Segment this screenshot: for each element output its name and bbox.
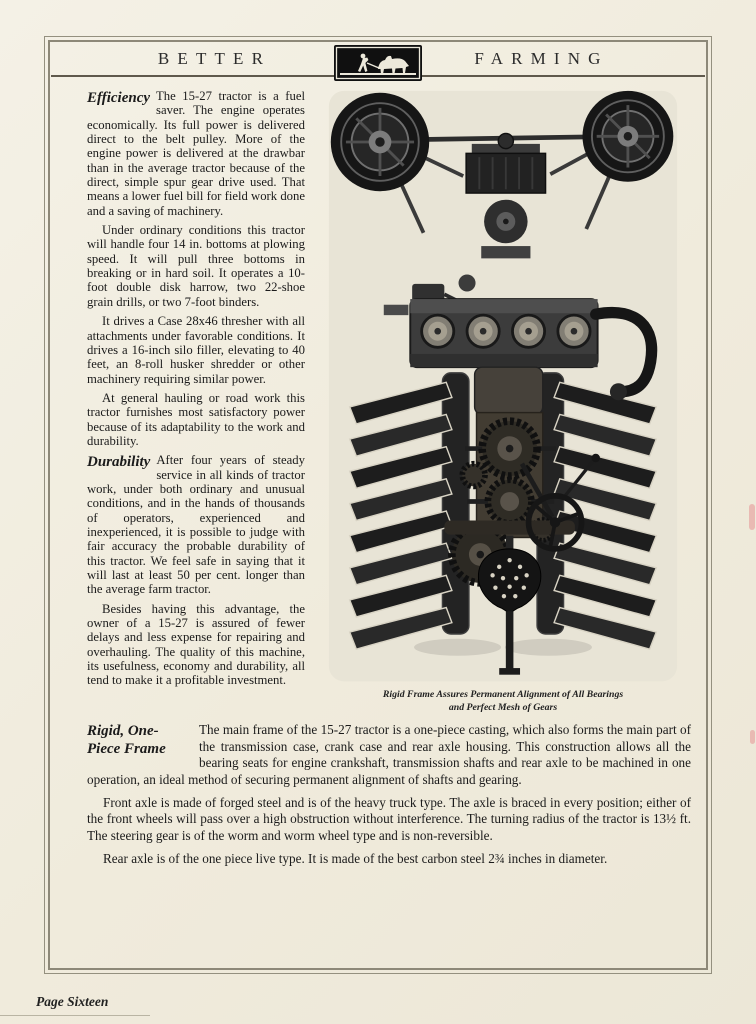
scan-artifact bbox=[750, 730, 755, 744]
efficiency-heading: Efficiency bbox=[87, 90, 151, 106]
left-text-column bbox=[87, 89, 305, 714]
scan-artifact bbox=[749, 504, 755, 530]
masthead-farming-label: FARMING bbox=[474, 49, 609, 68]
rigid-heading-line-1: Rigid, One- bbox=[87, 723, 159, 740]
caption-line-1: Rigid Frame Assures Permanent Alignment of All Bearings bbox=[382, 689, 624, 700]
page-frame bbox=[44, 36, 712, 974]
masthead-better-label: BETTER bbox=[157, 49, 272, 68]
page-number: Page Sixteen bbox=[36, 994, 109, 1009]
tractor-top-view-illustration bbox=[315, 89, 691, 687]
engine-block bbox=[410, 299, 597, 367]
plowman-logo-icon bbox=[334, 45, 422, 81]
rigid-frame-heading bbox=[87, 722, 199, 758]
efficiency-paragraph-1 bbox=[87, 89, 305, 218]
bottom-text-section bbox=[87, 722, 691, 867]
rigid-heading-line-2: Piece Frame bbox=[87, 741, 166, 758]
durability-paragraph-1 bbox=[87, 453, 305, 596]
caption-line-2: and Perfect Mesh of Gears bbox=[448, 701, 558, 713]
durability-paragraph-2: Besides having this advantage, the owner of a 15-27 is assured of fewer delays and less expense for repairing and overhauling. The quality of this machine, its usefulness, economy and durability, all tend to make it a profitable investment. bbox=[87, 601, 305, 688]
efficiency-paragraph-3: It drives a Case 28x46 thresher with all attachments under favorable conditions. It drives a 16-inch silo filler, elevating to 40 feet, an 8-roll husker shredder or other machinery requiring similar power. bbox=[87, 314, 305, 386]
left-pulley bbox=[331, 93, 429, 191]
page-inner bbox=[51, 43, 705, 967]
illustration-column bbox=[315, 89, 691, 714]
rigid-paragraph-3: Rear axle is of the one piece live type. It is made of the best carbon steel 2¾ inches in diameter. bbox=[103, 850, 608, 866]
right-pulley bbox=[582, 91, 673, 182]
rigid-text-1: The main frame of the 15-27 tractor is a one-piece casting, which also forms the main part of the transmission case, crank case and rear axle housing. This construction allows all the bearing seats for engine crankshaft, transmission shafts and rear axle to be machined in one operation, an ideal method of securing permanent alignment of shafts and gearing. bbox=[87, 722, 691, 787]
page-content bbox=[51, 77, 705, 867]
illustration-caption bbox=[383, 689, 623, 714]
efficiency-paragraph-2: Under ordinary conditions this tractor will handle four 14 in. bottoms at plowing speed. It will pull three bottoms in breaking or in hard soil. It operates a 10-foot double disk harrow, two 22-shoe grain drills, or two 7-foot binders. bbox=[87, 223, 305, 309]
efficiency-paragraph-4: At general hauling or road work this tractor furnishes most satisfactory power because of its adaptability to the work and durability. bbox=[87, 390, 305, 448]
rigid-paragraph-2: Front axle is made of forged steel and is of the heavy truck type. The axle is braced in every position; either of the front wheels will pass over a high obstruction without interference. The turning radius of the tractor is 13½ ft. The steering gear is of the worm and worm wheel type and is non-reversible. bbox=[87, 794, 691, 843]
masthead bbox=[51, 43, 705, 77]
durability-text-1: After four years of steady service in all kinds of tractor work, under both ordinary and unusual conditions, and in the hands of thousands of operators, experienced and inexperienced, it is possible to judge with fair accuracy the probable durability of this tractor. We feel safe in saying that it will last at least 50 per cent. longer than the average farm tractor. bbox=[87, 453, 305, 597]
rigid-paragraph-1 bbox=[87, 722, 691, 787]
durability-heading: Durability bbox=[87, 454, 151, 471]
efficiency-text-1: The 15-27 tractor is a fuel saver. The engine operates economically. Its full power is delivered direct to the belt pulley. More of the engine power is delivered at the drawbar than in the average tractor because of the direct, simple spur gear drive used. That means a lower fuel bill for field work done and a saving of machinery. bbox=[87, 89, 305, 218]
